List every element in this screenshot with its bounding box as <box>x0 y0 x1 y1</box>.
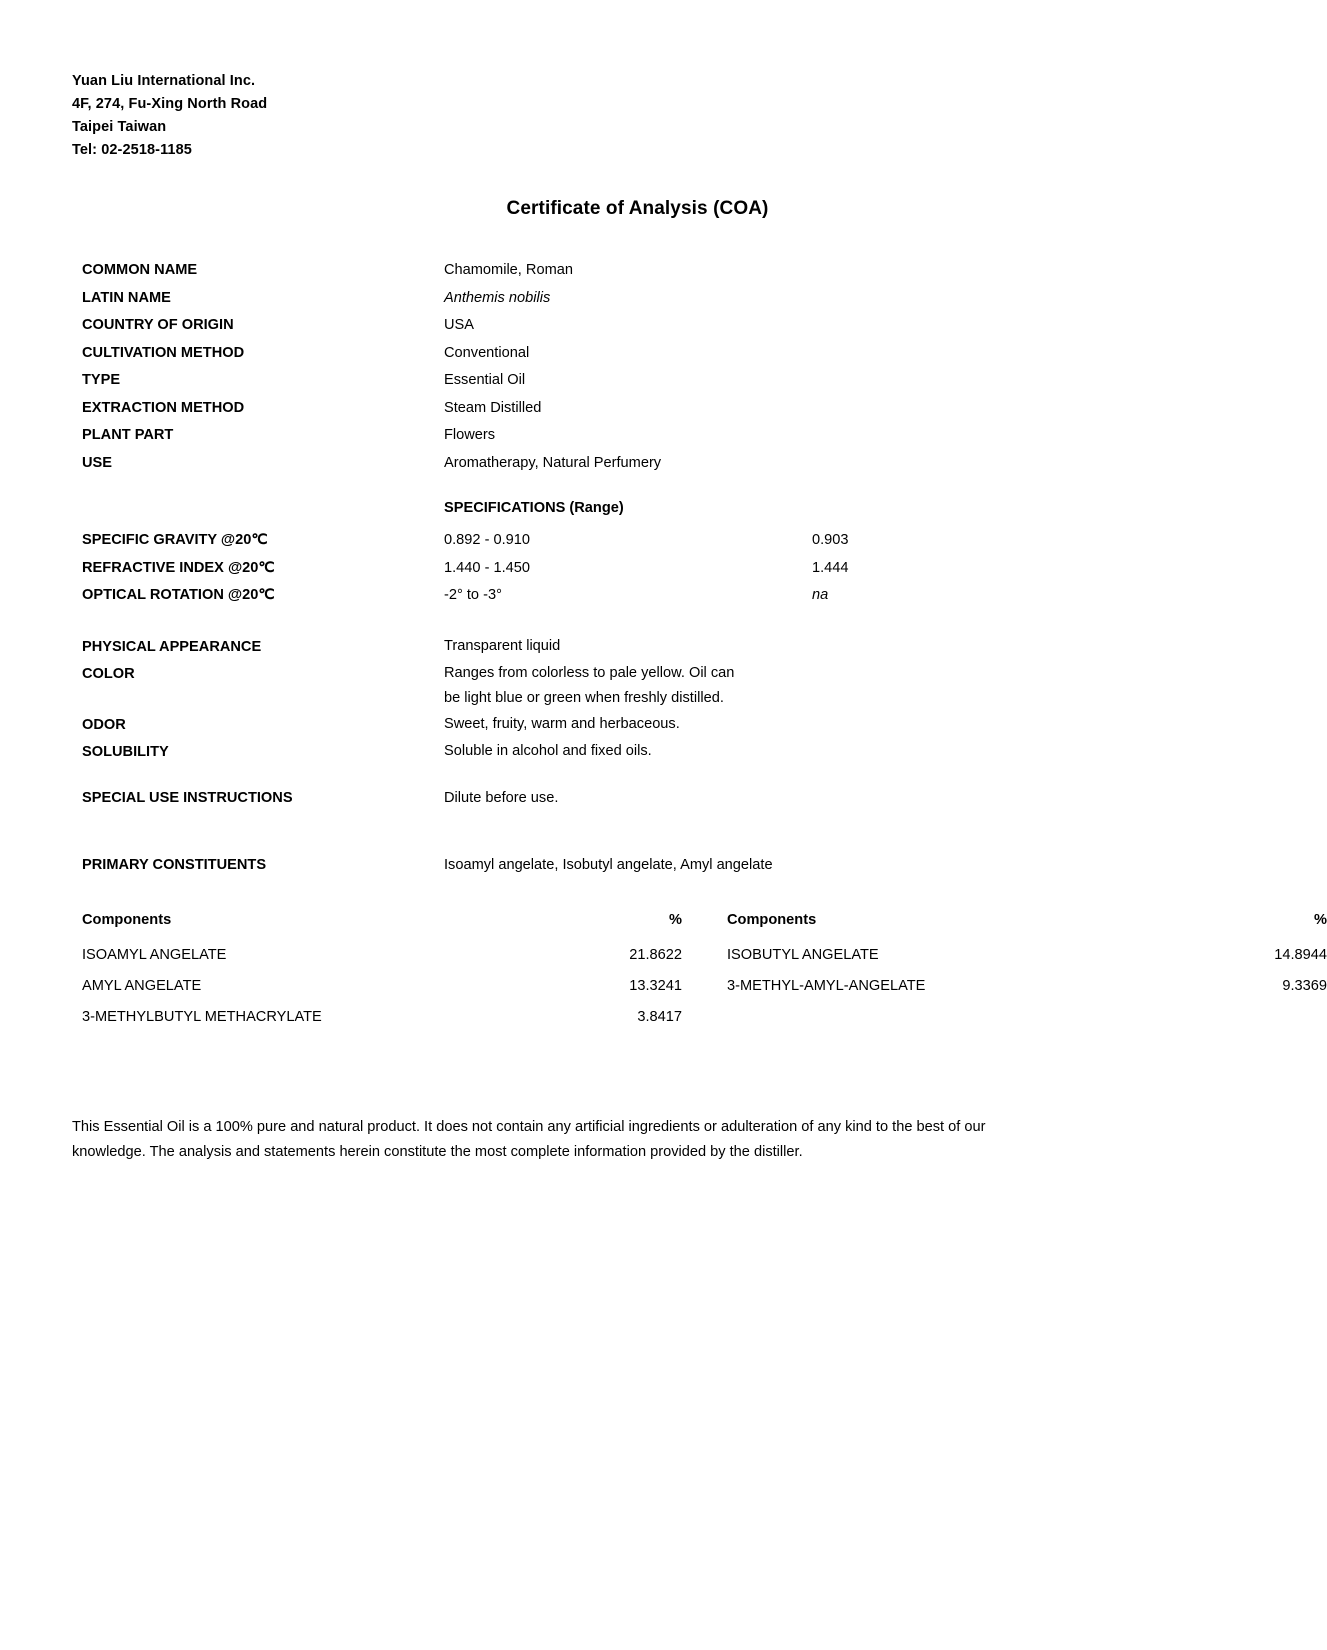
info-row-use <box>82 450 1182 478</box>
component-name: AMYL ANGELATE <box>82 978 202 994</box>
spec-result: 1.444 <box>812 559 849 576</box>
info-label: COMMON NAME <box>82 262 198 278</box>
info-row-latin-name <box>82 285 1182 313</box>
product-info-block <box>82 257 1182 477</box>
components-table <box>82 905 1327 1033</box>
component-name: ISOAMYL ANGELATE <box>82 947 227 963</box>
spec-range: 1.440 - 1.450 <box>444 559 531 576</box>
phys-value-line: Transparent liquid <box>444 638 561 654</box>
spec-row-optical-rotation <box>82 582 1182 610</box>
physical-properties-block <box>82 634 1182 766</box>
component-percent <box>1207 1002 1327 1033</box>
info-value: USA <box>444 317 475 333</box>
spec-result: na <box>812 587 829 603</box>
primary-constituents-row <box>82 852 1182 880</box>
spec-row-specific-gravity <box>82 527 1182 555</box>
company-name: Yuan Liu International Inc. <box>72 73 256 89</box>
info-value: Flowers <box>444 427 496 443</box>
phys-row-solubility <box>82 739 1182 765</box>
spec-row-refractive-index <box>82 555 1182 583</box>
phys-label: ODOR <box>82 717 126 733</box>
column-header-percent-right: % <box>1314 912 1327 928</box>
letterhead <box>72 70 267 162</box>
info-row-country-of-origin <box>82 312 1182 340</box>
company-telephone: Tel: 02-2518-1185 <box>72 142 192 158</box>
phys-row-physical-appearance <box>82 634 1182 660</box>
phys-value <box>444 712 1182 737</box>
table-column-gap <box>682 905 727 936</box>
phys-value-line: Ranges from colorless to pale yellow. Oil can <box>444 665 735 681</box>
disclaimer-note <box>72 1115 1122 1165</box>
component-name: ISOBUTYL ANGELATE <box>727 947 879 963</box>
company-address-line-1: 4F, 274, Fu-Xing North Road <box>72 96 268 112</box>
component-percent: 13.3241 <box>629 978 682 994</box>
phys-value <box>444 634 1182 659</box>
component-percent: 21.8622 <box>629 947 682 963</box>
table-column-gap <box>682 940 727 971</box>
info-label: LATIN NAME <box>82 289 171 306</box>
info-value: Essential Oil <box>444 372 526 388</box>
component-percent: 3.8417 <box>637 1009 682 1025</box>
phys-label: SOLUBILITY <box>82 744 169 760</box>
spec-label: OPTICAL ROTATION @20℃ <box>82 587 275 603</box>
column-header-percent-left: % <box>669 912 682 928</box>
component-percent: 9.3369 <box>1282 978 1327 994</box>
column-header-components-left: Components <box>82 912 172 928</box>
company-address-line-2: Taipei Taiwan <box>72 119 167 135</box>
phys-value-line: be light blue or green when freshly distilled. <box>444 690 724 706</box>
phys-row-color <box>82 661 1182 711</box>
spec-range: 0.892 - 0.910 <box>444 532 531 548</box>
phys-label: COLOR <box>82 666 135 682</box>
phys-value-line: Soluble in alcohol and fixed oils. <box>444 743 652 759</box>
column-header-components-right: Components <box>727 912 817 928</box>
table-row <box>82 971 1327 1002</box>
table-column-gap <box>682 1002 727 1033</box>
phys-value <box>444 661 1182 711</box>
component-name: 3-METHYLBUTYL METHACRYLATE <box>82 1009 322 1025</box>
phys-row-odor <box>82 712 1182 738</box>
component-name <box>727 1002 1207 1033</box>
disclaimer-line-1: This Essential Oil is a 100% pure and natural product. It does not contain any artificial ingredients or adulteration of any kind to the best of our <box>72 1119 986 1135</box>
specifications-heading: SPECIFICATIONS (Range) <box>444 500 624 516</box>
info-row-extraction-method <box>82 395 1182 423</box>
info-value: Aromatherapy, Natural Perfumery <box>444 454 662 471</box>
info-row-common-name <box>82 257 1182 285</box>
spec-range: -2° to -3° <box>444 587 502 603</box>
special-use-label: SPECIAL USE INSTRUCTIONS <box>82 790 293 806</box>
spec-label: SPECIFIC GRAVITY @20℃ <box>82 532 268 548</box>
component-percent: 14.8944 <box>1274 947 1327 963</box>
phys-value-line: Sweet, fruity, warm and herbaceous. <box>444 716 680 732</box>
primary-constituents-value: Isoamyl angelate, Isobutyl angelate, Amyl angelate <box>444 857 773 873</box>
info-label: CULTIVATION METHOD <box>82 344 245 361</box>
phys-label: PHYSICAL APPEARANCE <box>82 639 262 655</box>
info-label: USE <box>82 454 113 471</box>
page-title: Certificate of Analysis (COA) <box>506 198 769 219</box>
disclaimer-line-2: knowledge. The analysis and statements herein constitute the most complete information provided by the distiller. <box>72 1144 803 1160</box>
info-row-cultivation-method <box>82 340 1182 368</box>
specifications-block <box>82 527 1182 610</box>
table-column-gap <box>682 971 727 1002</box>
table-row <box>82 1002 1142 1033</box>
info-row-plant-part <box>82 422 1182 450</box>
spec-result: 0.903 <box>812 532 849 548</box>
info-value: Steam Distilled <box>444 399 542 416</box>
info-label: PLANT PART <box>82 427 174 443</box>
primary-constituents-label: PRIMARY CONSTITUENTS <box>82 857 267 873</box>
table-row <box>82 940 1327 971</box>
special-use-row <box>82 785 1182 813</box>
component-name: 3-METHYL-AMYL-ANGELATE <box>727 978 926 994</box>
special-use-block <box>82 785 1182 813</box>
info-value: Chamomile, Roman <box>444 262 573 278</box>
info-value: Anthemis nobilis <box>444 289 551 306</box>
info-label: TYPE <box>82 372 121 388</box>
info-row-type <box>82 367 1182 395</box>
info-label: COUNTRY OF ORIGIN <box>82 317 234 333</box>
phys-value <box>444 739 1182 764</box>
special-use-value: Dilute before use. <box>444 790 559 806</box>
spec-label: REFRACTIVE INDEX @20℃ <box>82 559 275 576</box>
table-header-row <box>82 905 1327 936</box>
primary-constituents-block <box>82 852 1182 880</box>
info-label: EXTRACTION METHOD <box>82 399 245 416</box>
info-value: Conventional <box>444 344 530 361</box>
